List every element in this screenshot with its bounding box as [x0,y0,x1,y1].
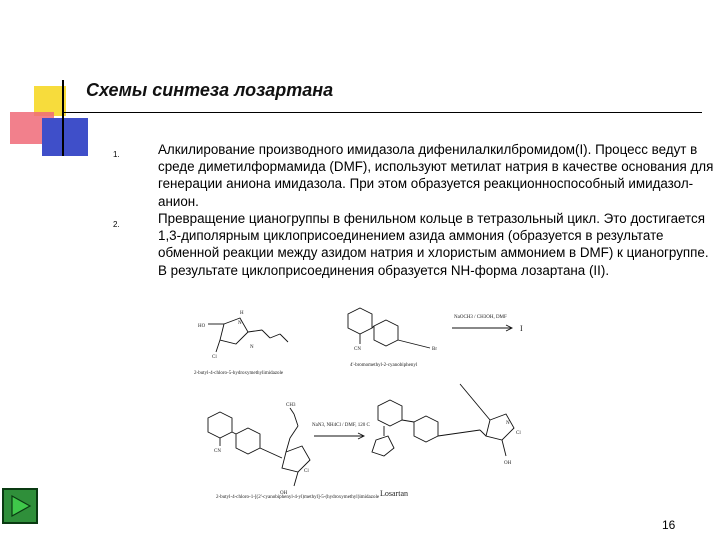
label-cl-c: Cl [304,469,309,474]
label-n-2: N [250,345,254,350]
list-number-1: 1. [113,150,120,159]
title-underline [62,112,702,113]
label-oh-product: OH [504,461,512,466]
label-compound-c: 2-butyl-4-chloro-1-[(2'-cyanobiphenyl-4-yl)methyl]-5-(hydroxymethyl)imidazole [216,495,380,500]
product-label: Losartan [380,489,408,498]
label-br: Br [432,347,437,352]
losartan-structure [372,384,521,466]
cyano-intermediate-structure [208,403,380,500]
list-item-1-text: Алкилирование производного имидазола дифенилалкилбромидом(I). Процесс ведут в среде диметилформамида (DMF), используют метилат натрия в качестве основания для генерации аниона имидазола. При этом образуется реакционноспособный имидазол-анион. [158,142,714,209]
reagents-1: NaOCH3 / CH3OH, DMF [454,315,507,320]
play-triangle-icon [4,490,36,522]
reaction-arrow-2 [312,423,370,439]
list-number-2: 2. [113,220,120,229]
reagents-2: NaN3, NH4Cl / DMF, 120 C [312,423,370,428]
list-item-2-text: Превращение цианогруппы в фенильном кольце в тетразольный цикл. Это достигается 1,3-диполярным циклоприсоединением азида аммония (образуется в результате обменной реакции между азидом натрия и хлористым аммонием в DMF) к цианогруппе. В результате циклоприсоединения образуется NH-форма лозартана (II). [158,211,709,278]
label-cn-c: CN [214,449,221,454]
label-compound-b: 4'-bromomethyl-2-cyanobiphenyl [350,363,418,368]
biphenyl-bromide-structure [348,308,437,368]
imidazole-structure [194,311,288,376]
label-cl-product: Cl [516,431,521,436]
synthesis-scheme [190,300,530,528]
label-compound-a: 2-butyl-4-chloro-5-hydroxymethylimidazole [194,371,284,376]
slide-nav-button[interactable] [2,488,38,524]
decor-vertical-line [62,80,64,156]
slide-title: Схемы синтеза лозартана [86,80,334,100]
intermediate-label: I [520,324,523,333]
label-cl: Cl [212,355,217,360]
decor-blue-square [42,118,88,156]
page-number: 16 [662,518,676,532]
reaction-arrow-1 [452,315,523,333]
label-n-1: N [238,321,242,326]
label-ho: HO [198,324,206,329]
label-ch3: CH3 [286,403,296,408]
label-h: H [240,311,244,316]
label-cn-b: CN [354,347,361,352]
label-n-product: N [506,421,510,426]
label-oh-c: OH [280,491,288,496]
